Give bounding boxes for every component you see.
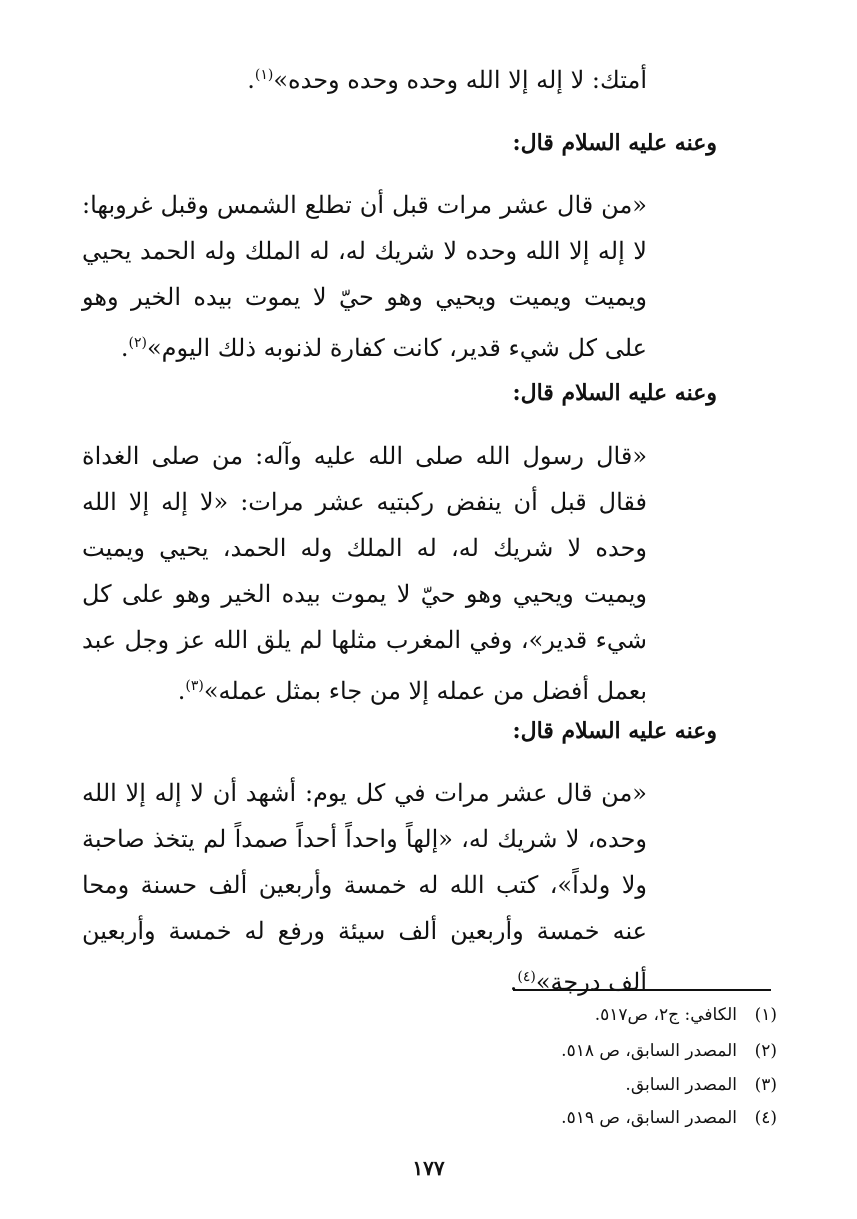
footnote-number: (١) xyxy=(754,1005,777,1025)
hadith-text: «من قال عشر مرات في كل يوم: أشهد أن لا إله إلا الله وحده، لا شريك له، «إلهاً واحداً أحداً صمداً لم يتخذ صاحبة ولا ولداً»، كتب الله له خمسة وأربعين ألف حسنة ومحا عنه خمسة وأربعين ألف سيئة ورفع له خمسة وأربعين ألف درجة» xyxy=(82,779,647,996)
section-heading: وعنه عليه السلام قال: xyxy=(512,718,717,744)
footnote xyxy=(561,1107,777,1129)
section-heading: وعنه عليه السلام قال: xyxy=(512,380,717,406)
footnote xyxy=(561,1040,777,1062)
footnote-text: المصدر السابق، ص ٥١٩. xyxy=(561,1108,737,1128)
footnote-ref: (١) xyxy=(254,67,274,83)
footnote-text: الكافي: ج٢، ص٥١٧. xyxy=(594,1005,737,1025)
hadith-text: «قال رسول الله صلى الله عليه وآله: من صلى الغداة فقال قبل أن ينفض ركبتيه عشر مرات: «لا إله إلا الله وحده لا شريك له، له الملك وله الحمد، يحيي ويميت ويميت ويحيي وهو حيّ لا يموت بيده الخير وهو على كل شيء قدير»، وفي المغرب مثلها لم يلق الله عز وجل عبد بعمل أفضل من عمله إلا من جاء بمثل عمله» xyxy=(82,442,647,705)
page-number: ١٧٧ xyxy=(412,1156,445,1180)
hadith-paragraph: «من قال عشر مرات في كل يوم: أشهد أن لا إله إلا الله وحده، لا شريك له، «إلهاً واحداً أحداً صمداً لم يتخذ صاحبة ولا ولداً»، كتب الله له خمسة وأربعين ألف حسنة ومحا عنه خمسة وأربعين ألف سيئة ورفع له خمسة وأربعين ألف درجة»$^{(٤)}$. xyxy=(82,779,647,996)
hadith-paragraph: «من قال عشر مرات قبل أن تطلع الشمس وقبل غروبها: لا إله إلا الله وحده لا شريك له، له الملك وله الحمد يحيي ويميت ويميت ويحيي وهو حيّ لا يموت بيده الخير وهو على كل شيء قدير، كانت كفارة لذنوبه ذلك اليوم»$^{(٢)}$. xyxy=(82,191,647,362)
footnote-ref: (٢) xyxy=(128,335,147,351)
hadith-text: «من قال عشر مرات قبل أن تطلع الشمس وقبل غروبها: لا إله إلا الله وحده لا شريك له، له الملك وله الحمد يحيي ويميت ويميت ويحيي وهو حيّ لا يموت بيده الخير وهو على كل شيء قدير، كانت كفارة لذنوبه ذلك اليوم» xyxy=(82,191,647,362)
section-heading: وعنه عليه السلام قال: xyxy=(512,130,717,156)
footnote-ref: (٤) xyxy=(517,969,536,985)
footnote-number: (٣) xyxy=(754,1075,777,1095)
footnote-text: المصدر السابق، ص ٥١٨. xyxy=(561,1041,737,1061)
continuation-text: أمتك: لا إله إلا الله وحده وحده وحده» xyxy=(273,66,647,94)
footnote-divider xyxy=(513,989,771,991)
footnote xyxy=(595,1004,777,1026)
footnote-text: المصدر السابق. xyxy=(625,1075,737,1095)
footnote-ref: (٣) xyxy=(185,678,204,694)
continuation-line: أمتك: لا إله إلا الله وحده وحده وحده»$^{(١)}$. xyxy=(247,66,647,94)
footnote-number: (٢) xyxy=(754,1041,777,1061)
footnote-number: (٤) xyxy=(754,1108,777,1128)
hadith-paragraph: «قال رسول الله صلى الله عليه وآله: من صلى الغداة فقال قبل أن ينفض ركبتيه عشر مرات: «لا إله إلا الله وحده لا شريك له، له الملك وله الحمد، يحيي ويميت ويميت ويحيي وهو حيّ لا يموت بيده الخير وهو على كل شيء قدير»، وفي المغرب مثلها لم يلق الله عز وجل عبد بعمل أفضل من عمله إلا من جاء بمثل عمله»$^{(٣)}$. xyxy=(82,442,647,705)
footnote xyxy=(625,1074,777,1096)
